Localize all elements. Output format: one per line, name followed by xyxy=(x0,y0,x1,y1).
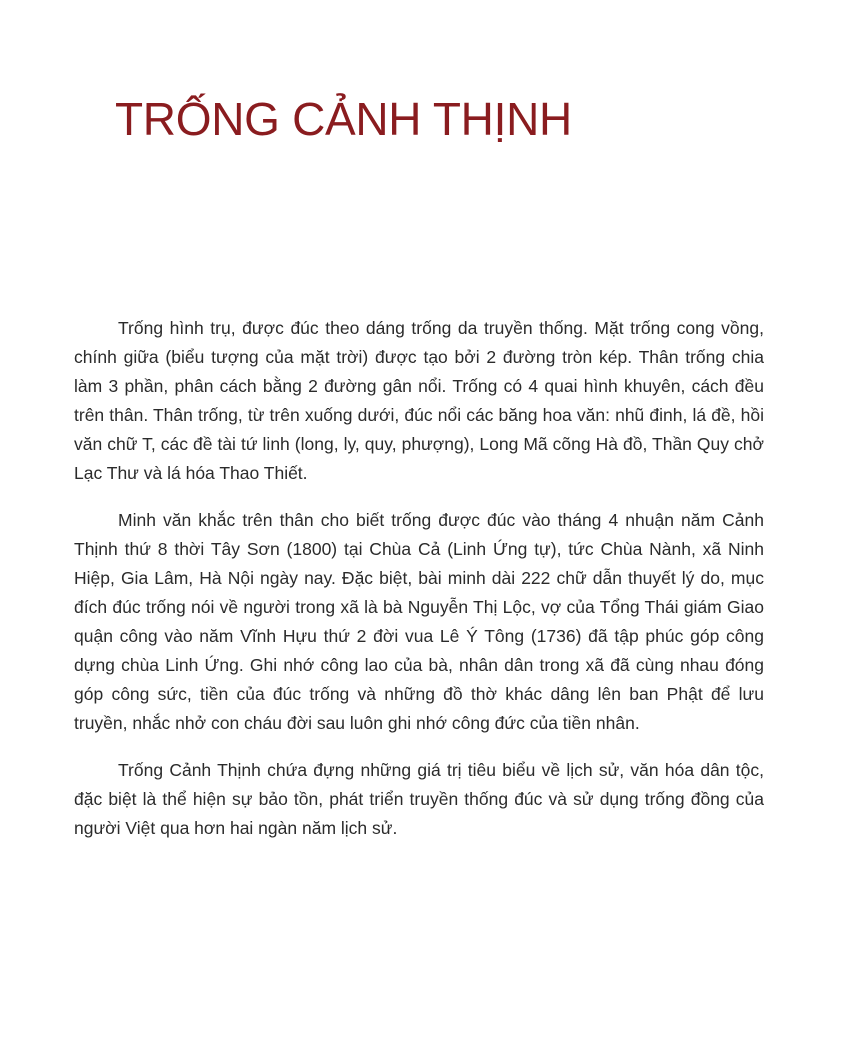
paragraph-inscription: Minh văn khắc trên thân cho biết trống được đúc vào tháng 4 nhuận năm Cảnh Thịnh thứ 8 thời Tây Sơn (1800) tại Chùa Cả (Linh Ứng tự), tức Chùa Nành, xã Ninh Hiệp, Gia Lâm, Hà Nội ngày nay. Đặc biệt, bài minh dài 222 chữ dẫn thuyết lý do, mục đích đúc trống nói về người trong xã là bà Nguyễn Thị Lộc, vợ của Tổng Thái giám Giao quận công vào năm Vĩnh Hựu thứ 2 đời vua Lê Ý Tông (1736) đã tập phúc góp công dựng chùa Linh Ứng. Ghi nhớ công lao của bà, nhân dân trong xã đã cùng nhau đóng góp công sức, tiền của đúc trống và những đồ thờ khác dâng lên ban Phật để lưu truyền, nhắc nhở con cháu đời sau luôn ghi nhớ công đức của tiền nhân. xyxy=(74,510,764,733)
paragraph-significance: Trống Cảnh Thịnh chứa đựng những giá trị tiêu biểu về lịch sử, văn hóa dân tộc, đặc biệt là thể hiện sự bảo tồn, phát triển truyền thống đúc và sử dụng trống đồng của người Việt qua hơn hai ngàn năm lịch sử. xyxy=(74,760,764,838)
paragraph-description: Trống hình trụ, được đúc theo dáng trống da truyền thống. Mặt trống cong vồng, chính giữa (biểu tượng của mặt trời) được tạo bởi 2 đường tròn kép. Thân trống chia làm 3 phần, phân cách bằng 2 đường gân nổi. Trống có 4 quai hình khuyên, cách đều trên thân. Thân trống, từ trên xuống dưới, đúc nổi các băng hoa văn: nhũ đinh, lá đề, hồi văn chữ T, các đề tài tứ linh (long, ly, quy, phượng), Long Mã cõng Hà đồ, Thần Quy chở Lạc Thư và lá hóa Thao Thiết. xyxy=(74,318,764,483)
page-title: TRỐNG CẢNH THỊNH xyxy=(115,93,572,145)
body-text xyxy=(74,314,764,861)
